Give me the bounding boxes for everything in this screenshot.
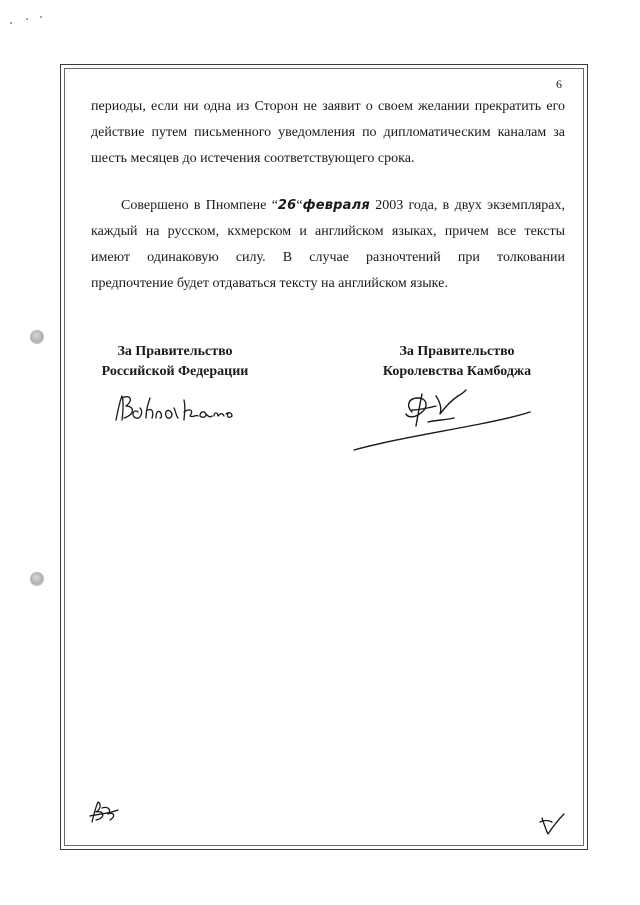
paragraph-termination [91,94,565,172]
punch-hole [30,330,44,344]
signatory-line: За Правительство [399,344,515,359]
initials-left [86,796,122,826]
scan-speck [10,22,12,24]
handwritten-day: 26 [277,198,297,213]
punch-hole [30,572,44,586]
signatory-russia [80,342,270,382]
signatory-line: За Правительство [117,344,233,359]
signature-cambodia [350,388,540,454]
text-line: имеют одинаковую силу. В случае разночтений при толковании [91,250,565,265]
text-line: каждый на русском, кхмерском и английском языках, причем все тексты [91,224,565,239]
scan-speck [40,16,42,18]
text-line [91,193,565,219]
text-fragment: Совершено в Пномпене “ [121,198,278,213]
text-line: предпочтение будет отдаваться тексту на английском языке. [91,276,448,291]
signatory-cambodia [372,342,542,382]
text-fragment: “ [296,198,303,213]
signatory-line: Королевства Камбоджа [382,364,532,379]
handwritten-month: февраля [302,198,370,213]
page-number: 6 [556,77,562,91]
text-line: периоды, если ни одна из Сторон не заявит о своем желании прекратить его [91,99,565,114]
text-line: шесть месяцев до истечения соответствующего срока. [91,151,415,166]
scan-speck [26,18,28,20]
signature-russia [108,390,248,430]
text-line: действие путем письменного уведомления по дипломатическим каналам за [91,125,565,140]
text-fragment: 2003 года, в двух экземплярах, [369,198,565,213]
page-border-inner [64,68,584,846]
initials-right [534,808,570,838]
signatory-line: Российской Федерации [101,364,249,379]
paragraph-done-at [91,193,565,297]
